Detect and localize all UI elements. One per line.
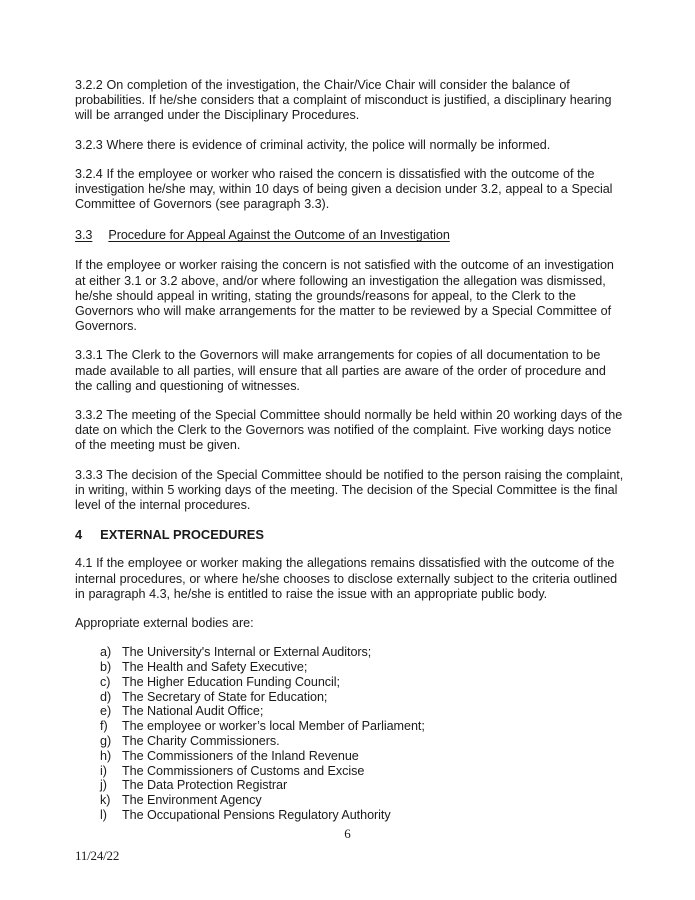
list-item-marker: j): [100, 778, 107, 793]
list-item: [100, 690, 625, 705]
list-item: [100, 719, 625, 734]
paragraph-3-3-1: 3.3.1 The Clerk to the Governors will make arrangements for copies of all documentation to be made available to all parties, will ensure that all parties are aware of the order of procedure and the calling and questioning of witnesses.: [75, 348, 606, 393]
list-item: [100, 764, 625, 779]
list-item: [100, 749, 625, 764]
list-item-label: The Health and Safety Executive;: [122, 660, 308, 675]
list-item-marker: d): [100, 689, 112, 704]
list-item-label: The Data Protection Registrar: [122, 778, 288, 793]
section-heading-title: EXTERNAL PROCEDURES: [100, 527, 264, 543]
list-item-marker: k): [100, 793, 111, 808]
list-item-marker: e): [100, 704, 112, 719]
page-number: 6: [344, 826, 351, 841]
list-item-marker: a): [100, 645, 112, 660]
list-item: [100, 793, 625, 808]
list-item: [100, 704, 625, 719]
list-item: [100, 660, 625, 675]
list-item-label: The Commissioners of the Inland Revenue: [122, 748, 359, 763]
paragraph-3-3-intro: If the employee or worker raising the concern is not satisfied with the outcome of an investigation at either 3.1 or 3.2 above, and/or where following an investigation the allegation was dismissed, he/she should appeal in writing, stating the grounds/reasons for appeal, to the Clerk to the Governors who will make arrangements for the matter to be reviewed by a Special Committee of Governors.: [75, 258, 614, 334]
footer-date: 11/24/22: [75, 848, 120, 863]
list-item-marker: i): [100, 763, 107, 778]
subsection-heading-number: 3.3: [75, 228, 93, 243]
list-item: [100, 778, 625, 793]
paragraph-3-2-4: 3.2.4 If the employee or worker who raised the concern is dissatisfied with the outcome of the investigation he/she may, within 10 days of being given a decision under 3.2, appeal to a Special Committee of Governors (see paragraph 3.3).: [75, 166, 613, 212]
section-heading-number: 4: [75, 527, 83, 543]
subsection-heading-3-3: [75, 228, 450, 243]
list-item-marker: h): [100, 748, 112, 763]
list-item-marker: f): [100, 719, 108, 734]
paragraph-list-intro: Appropriate external bodies are:: [75, 616, 254, 631]
external-bodies-list: [75, 645, 625, 823]
paragraph-4-1: 4.1 If the employee or worker making the allegations remains dissatisfied with the outcome of the internal procedures, or where he/she chooses to disclose externally subject to the criteria outlined in paragraph 4.3, he/she is entitled to raise the issue with an appropriate public body.: [75, 556, 618, 601]
document-body: [75, 78, 625, 837]
subsection-heading-title: Procedure for Appeal Against the Outcome of an Investigation: [108, 228, 450, 243]
list-item: [100, 734, 625, 749]
list-item-label: The University's Internal or External Auditors;: [122, 645, 372, 660]
paragraph-3-3-3: 3.3.3 The decision of the Special Committee should be notified to the person raising the complaint, in writing, within 5 working days of the meeting. The decision of the Special Committee is the final level of the internal procedures.: [75, 467, 624, 513]
paragraph-3-2-3: 3.2.3 Where there is evidence of criminal activity, the police will normally be informed.: [75, 137, 551, 152]
list-item-marker: g): [100, 734, 112, 749]
list-item-label: The National Audit Office;: [122, 704, 264, 719]
list-item-label: The Commissioners of Customs and Excise: [122, 763, 365, 778]
list-item: [100, 645, 625, 660]
list-item-label: The Charity Commissioners.: [122, 734, 280, 749]
paragraph-3-3-2: 3.3.2 The meeting of the Special Committee should normally be held within 20 working days of the date on which the Clerk to the Governors was notified of the complaint. Five working days notice of the meeting must be given.: [75, 408, 623, 453]
list-item-label: The Higher Education Funding Council;: [122, 674, 340, 689]
section-heading-4: [75, 527, 625, 542]
list-item-label: The Environment Agency: [122, 793, 262, 808]
subsection-heading-3-3-wrap: [75, 226, 625, 244]
list-item-label: The employee or worker’s local Member of Parliament;: [122, 719, 425, 734]
list-item: [100, 808, 625, 823]
list-item-label: The Occupational Pensions Regulatory Authority: [122, 808, 391, 823]
paragraph-3-2-2: 3.2.2 On completion of the investigation, the Chair/Vice Chair will consider the balance of probabilities. If he/she considers that a complaint of misconduct is justified, a disciplinary hearing will be arranged under the Disciplinary Procedures.: [75, 78, 612, 123]
page-footer: [0, 826, 695, 886]
list-item: [100, 675, 625, 690]
list-item-label: The Secretary of State for Education;: [122, 689, 328, 704]
list-item-marker: l): [100, 808, 107, 823]
list-item-marker: b): [100, 660, 112, 675]
list-item-marker: c): [100, 674, 111, 689]
